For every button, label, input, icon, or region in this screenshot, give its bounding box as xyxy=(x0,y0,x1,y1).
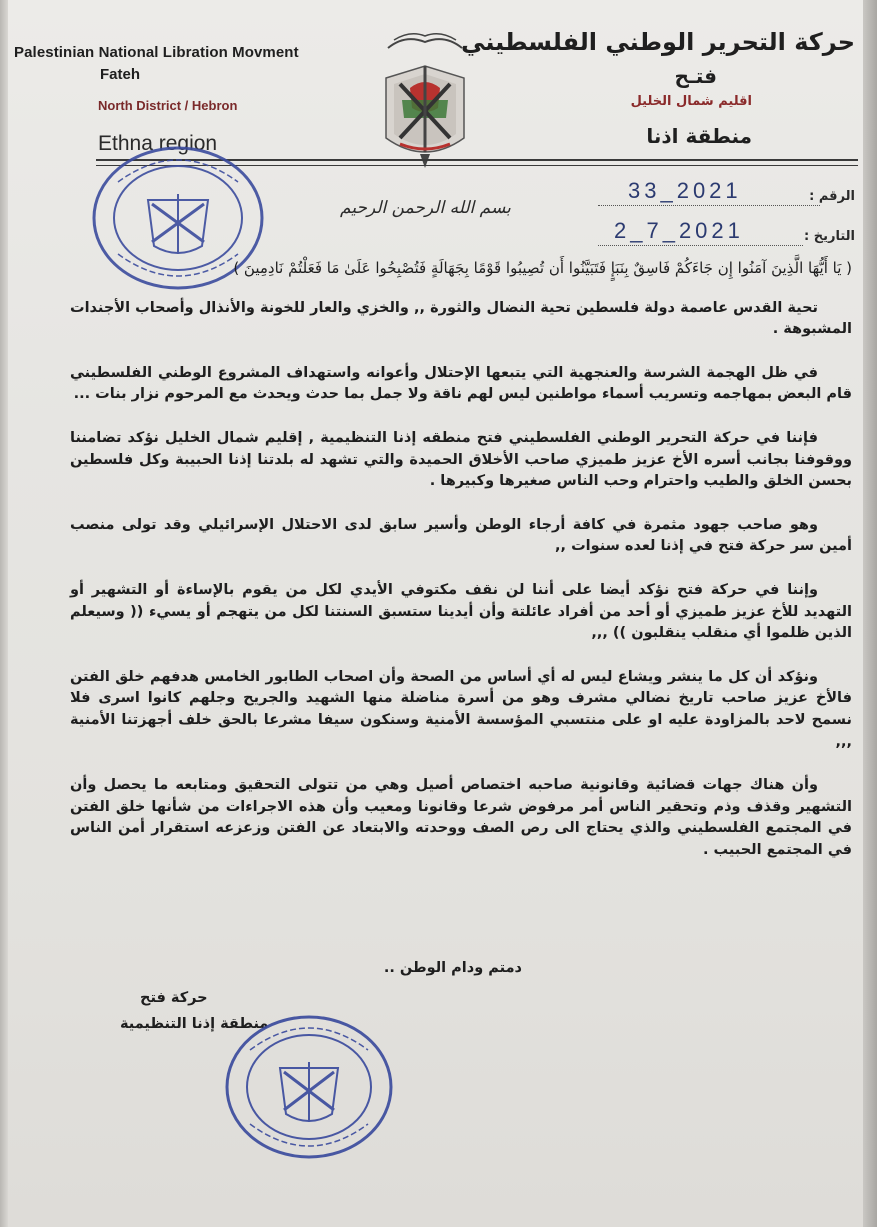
basmala: بسم الله الرحمن الرحيم xyxy=(340,198,511,218)
scan-edge-right xyxy=(863,0,877,1227)
number-dotted-line xyxy=(598,205,820,206)
arabic-region: منطقة اذنا xyxy=(646,124,752,148)
date-dotted-line xyxy=(598,245,803,246)
arabic-fateh: فتـح xyxy=(674,64,717,88)
fateh-emblem-icon xyxy=(380,26,470,176)
number-value: 33_2021 xyxy=(628,178,742,203)
number-label: الرقم : xyxy=(809,189,855,204)
scan-edge-left xyxy=(0,0,8,1227)
paragraph-3: فإننا في حركة التحرير الوطني الفلسطيني فتح منطقه إذنا التنظيمية , إقليم شمال الخليل نؤكد تضامننا ووقوفنا بجانب أسره الأخ عزيز طميزي صاحب الأخلاق الحميدة والتي تشهد له بلدتنا إذنا الحبيبة وكل فلسطين بحسن الخلق والطيب واحترام وحب الناس صغيرها وكبيرها . xyxy=(70,429,852,490)
paragraph-5: وإننا في حركة فتح نؤكد أيضا على أننا لن نقف مكتوفي الأيدي لكل من يقوم بالإساءة أو التشهير أو التهديد للأخ عزيز طميزي أو أحد من أفراد عائلتة وأن أيدينا ستسبق السنتنا لكل من يتهجم أو يسيء (( وسيعلم الذين ظلموا أي منقلب ينقلبون )) ,,, xyxy=(70,581,852,642)
quran-verse: ( يَا أَيُّهَا الَّذِينَ آمَنُوا إِن جَاءَكُمْ فَاسِقٌ بِنَبَإٍ فَتَبَيَّنُوا أَن تُصِيبُوا قَوْمًا بِجَهَالَةٍ فَتُصْبِحُوا عَلَىٰ مَا فَعَلْتُمْ نَادِمِينَ ) xyxy=(233,259,852,277)
paragraph-6: ونؤكد أن كل ما ينشر ويشاع ليس له أي أساس من الصحة وأن اصحاب الطابور الخامس هدفهم خلق الفتن فالأخ عزيز صاحب تاريخ نضالي مشرف وهو من أسرة مناضلة منها الشهيد والجريح وجلهم كانوا اسرى فلا نسمح لاحد بالمزاودة عليه او على منتسبي المؤسسة الأمنية وسنكون سيفا مشرعا بالحق خلف أجهزتنا الأمنية ,,, xyxy=(70,668,852,750)
paragraph-1: تحية القدس عاصمة دولة فلسطين تحية النضال والثورة ,, والخزي والعار للخونة والأنذال وأصحاب الأجندات المشبوهة . xyxy=(70,299,852,338)
paragraph-4: وهو صاحب جهود مثمرة في كافة أرجاء الوطن وأسير سابق لدى الاحتلال الإسرائيلي وقد تولى منصب أمين سر حركة فتح في إذنا لعده سنوات ,, xyxy=(70,516,852,555)
signature-line-1: حركة فتح xyxy=(140,990,208,1006)
english-fateh: Fateh xyxy=(100,66,141,83)
arabic-org-name: حركة التحرير الوطني الفلسطيني xyxy=(461,28,855,56)
date-value: 2_7_2021 xyxy=(614,218,744,243)
signature-stamp-icon xyxy=(222,1012,396,1162)
paragraph-7: وأن هناك جهات قضائية وقانونية صاحبه اختصاص أصيل وهي من تتولى التحقيق ومتابعه ما يحصل وأن التشهير وقذف وذم وتحقير الناس أمر مرفوض شرعا وقانونا ومعيب وأن هذه الاجراءات من شأنها خلق الفتن في المجتمع الفلسطيني والذي يحتاج الى رص الصف ووحدته والابتعاد عن الفتن وزعزعه استقرار أمن الناس في المجتمع الحبيب . xyxy=(70,777,852,858)
paragraph-2: في ظل الهجمة الشرسة والعنجهية التي يتبعها الإحتلال وأعوانه واستهداف المشروع الوطني الفلسطيني قام البعض بمهاجمه وتسريب أسماء مواطنين ليس لهم ناقة ولا جمل بما حدث ويحدث مع المرحوم نزار بنات ... xyxy=(70,364,852,403)
english-region: Ethna region xyxy=(98,132,218,155)
letter-body xyxy=(70,258,852,883)
english-district: North District / Hebron xyxy=(98,98,238,113)
date-label: التاريخ : xyxy=(804,229,855,244)
english-org-name: Palestinian National Libration Movment xyxy=(14,44,299,61)
signature-line-2: منطقة إذنا التنظيمية xyxy=(120,1016,269,1032)
arabic-district: اقليم شمال الخليل xyxy=(630,94,752,109)
closing-line: دمتم ودام الوطن .. xyxy=(383,960,522,976)
